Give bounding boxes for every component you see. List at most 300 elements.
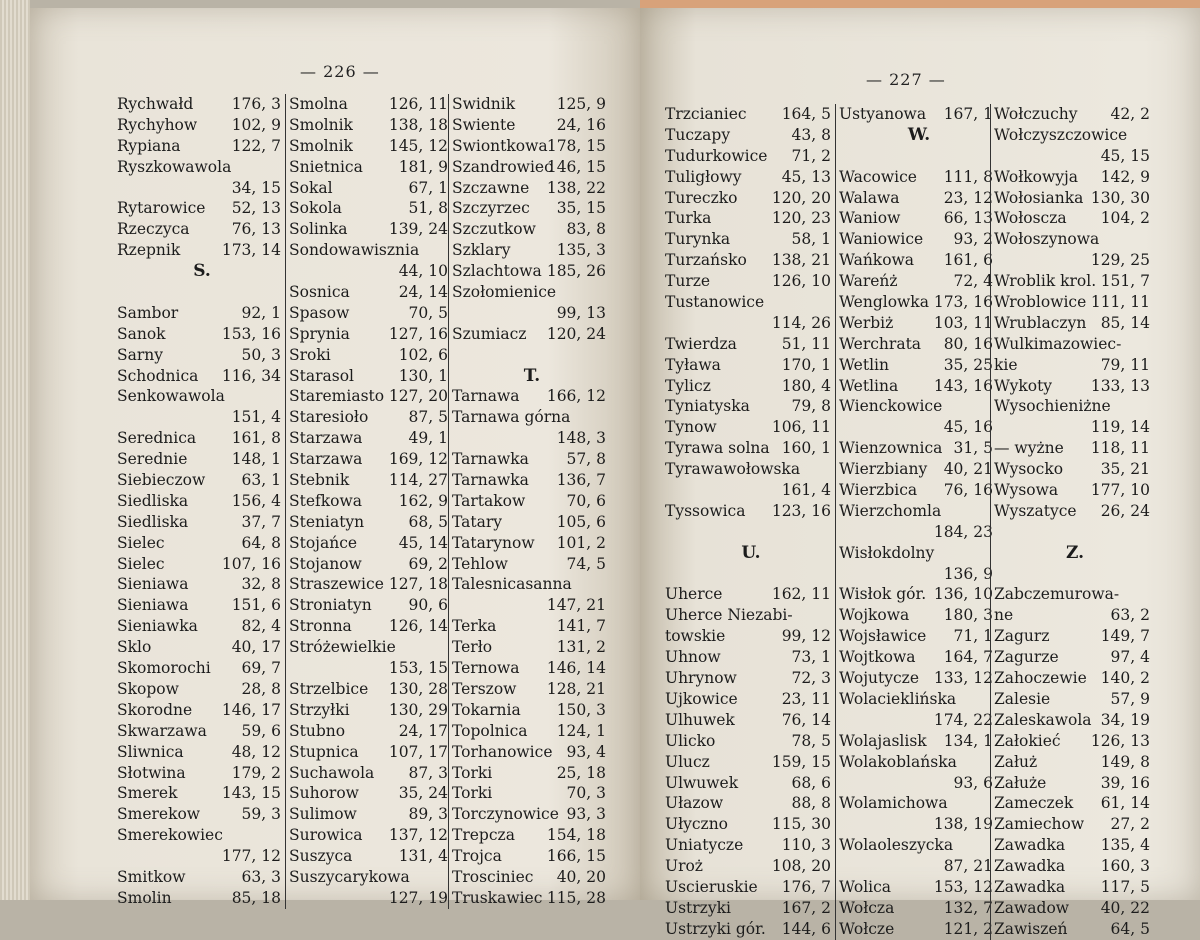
page-reference: 27, 2 (1110, 815, 1150, 834)
index-entry (117, 679, 287, 700)
place-name: Wolica (839, 877, 892, 896)
page-reference: 135, 3 (556, 241, 606, 260)
place-name: Ustrzyki gór. (665, 919, 766, 938)
index-entry (994, 564, 1156, 585)
place-name: Straszewice (289, 575, 384, 594)
page-reference: 146, 15 (546, 157, 606, 176)
page-number-right: — 227 — (866, 70, 946, 89)
place-name: Werchrata (839, 334, 922, 353)
place-name: Uscieruskie (665, 877, 758, 896)
index-entry (994, 292, 1156, 313)
index-entry (994, 313, 1156, 334)
page-reference: 72, 4 (953, 272, 993, 291)
place-name: Sondowawisznia (289, 241, 420, 260)
place-name: Sieniawka (117, 617, 198, 636)
page-reference: 69, 7 (241, 659, 281, 678)
place-name: Turka (665, 209, 712, 228)
index-entry (289, 219, 454, 240)
place-name: Szlachtowa (452, 262, 542, 281)
place-name: Tyssowica (665, 501, 746, 520)
index-entry (452, 240, 612, 261)
index-entry (117, 449, 287, 470)
place-name: Rytarowice (117, 199, 206, 218)
place-name: Siedliska (117, 512, 189, 531)
index-entry (452, 679, 612, 700)
page-reference: 125, 9 (556, 95, 606, 113)
page-reference: 48, 12 (231, 742, 281, 761)
page-reference: 116, 34 (221, 366, 281, 385)
place-name: Sokola (289, 199, 342, 218)
page-reference: 178, 15 (546, 136, 606, 155)
place-name: Wojutycze (839, 669, 920, 688)
index-entry (289, 136, 454, 157)
index-entry (994, 710, 1156, 731)
place-name: Skopow (117, 679, 179, 698)
place-name: Ujkowice (665, 689, 738, 708)
index-entry (117, 804, 287, 825)
index-entry (117, 386, 287, 407)
index-entry (994, 417, 1156, 438)
place-name: Rypiana (117, 136, 181, 155)
index-entry (452, 115, 612, 136)
index-entry (117, 700, 287, 721)
place-name: Tokarnia (452, 700, 521, 719)
page-reference: 82, 4 (241, 617, 281, 636)
page-reference: 45, 13 (781, 167, 831, 186)
place-name: Tylicz (665, 376, 711, 395)
place-name: Wołczyszczowice (994, 125, 1128, 144)
page-reference: 114, 27 (388, 471, 448, 490)
place-name: Trepcza (452, 826, 515, 845)
index-entry (839, 292, 999, 313)
index-entry (452, 658, 612, 679)
place-name: Słotwina (117, 763, 186, 782)
place-name: Wysocko (994, 460, 1064, 479)
page-reference: 34, 15 (231, 178, 281, 197)
place-name: Sarny (117, 345, 164, 364)
index-entry (839, 793, 999, 814)
section-letter-text: U. (741, 542, 761, 563)
index-entry (289, 449, 454, 470)
place-name: Solinka (289, 220, 348, 239)
section-letter (839, 125, 999, 146)
place-name: Zabczemurowa- (994, 585, 1120, 604)
index-entry (994, 584, 1156, 605)
page-reference: 67, 1 (408, 178, 448, 197)
index-entry (665, 313, 837, 334)
index-entry (452, 533, 612, 554)
page-reference: 162, 11 (771, 585, 831, 604)
place-name: Smerek (117, 784, 178, 803)
page-reference: 148, 3 (556, 429, 606, 448)
place-name: Wołczuchy (994, 105, 1078, 123)
page-reference: 87, 3 (408, 763, 448, 782)
place-name: Siedliska (117, 491, 189, 510)
index-entry (994, 731, 1156, 752)
index-entry (289, 825, 454, 846)
index-entry (994, 376, 1156, 397)
index-entry (117, 345, 287, 366)
index-entry (289, 742, 454, 763)
place-name: Tuczapy (665, 125, 731, 144)
index-entry (994, 647, 1156, 668)
page-reference: 130, 29 (388, 700, 448, 719)
page-reference: 89, 3 (408, 805, 448, 824)
index-entry (289, 867, 454, 888)
index-entry (839, 417, 999, 438)
place-name: Wańkowa (839, 251, 915, 270)
page-reference: 150, 3 (556, 700, 606, 719)
index-entry (452, 742, 612, 763)
page-reference: 68, 6 (791, 773, 831, 792)
index-entry (452, 888, 612, 909)
index-entry (665, 605, 837, 626)
page-reference: 107, 17 (388, 742, 448, 761)
index-entry (839, 459, 999, 480)
page-reference: 136, 9 (943, 564, 993, 583)
index-column-left-2 (285, 94, 454, 909)
index-entry (289, 658, 454, 679)
place-name: Uroż (665, 857, 703, 876)
index-column-right-3 (990, 104, 1156, 940)
place-name: — wyżne (994, 439, 1064, 458)
index-entry (289, 407, 454, 428)
place-name: Stronna (289, 617, 352, 636)
place-name: Rychyhow (117, 115, 198, 134)
page-reference: 145, 12 (388, 136, 448, 155)
index-entry (117, 219, 287, 240)
index-entry (289, 783, 454, 804)
index-entry (994, 919, 1156, 940)
place-name: Trzcianiec (665, 105, 747, 123)
index-entry (665, 188, 837, 209)
index-entry (665, 417, 837, 438)
index-entry (289, 679, 454, 700)
index-entry (117, 721, 287, 742)
index-entry (839, 605, 999, 626)
place-name: Wyszatyce (994, 501, 1077, 520)
page-reference: 133, 13 (1090, 376, 1150, 395)
place-name: Wolakoblańska (839, 752, 957, 771)
page-reference: 64, 5 (1110, 919, 1150, 938)
page-reference: 87, 5 (408, 408, 448, 427)
index-entry (839, 773, 999, 794)
index-entry (289, 721, 454, 742)
index-entry (452, 345, 612, 366)
place-name: Wolaoleszycka (839, 836, 954, 855)
page-reference: 93, 6 (953, 773, 993, 792)
page-reference: 151, 7 (1100, 272, 1150, 291)
place-name: Serednie (117, 450, 188, 469)
page-reference: 59, 3 (241, 805, 281, 824)
index-entry (665, 919, 837, 940)
page-reference: 126, 13 (1090, 731, 1150, 750)
page-reference: 127, 16 (388, 324, 448, 343)
index-entry (452, 804, 612, 825)
index-entry (994, 898, 1156, 919)
place-name: Staremiasto (289, 387, 385, 406)
index-entry (665, 334, 837, 355)
index-entry (839, 438, 999, 459)
place-name: Sieniawa (117, 575, 189, 594)
index-entry (452, 449, 612, 470)
index-entry (665, 710, 837, 731)
page-reference: 32, 8 (241, 575, 281, 594)
page-reference: 151, 4 (231, 408, 281, 427)
index-entry (117, 574, 287, 595)
page-reference: 106, 11 (771, 418, 831, 437)
page-reference: 43, 8 (791, 125, 831, 144)
place-name: Szczutkow (452, 220, 536, 239)
index-entry (994, 271, 1156, 292)
place-name: Zameczek (994, 794, 1074, 813)
page-reference: 93, 3 (566, 805, 606, 824)
place-name: Terło (452, 638, 493, 657)
page-reference: 51, 8 (408, 199, 448, 218)
page-reference: 144, 6 (781, 919, 831, 938)
page-reference: 73, 1 (791, 648, 831, 667)
page-reference: 44, 10 (398, 262, 448, 281)
index-entry (289, 240, 454, 261)
place-name: Wolajaslisk (839, 731, 927, 750)
page-reference: 63, 1 (241, 471, 281, 490)
page-reference: 161, 4 (781, 481, 831, 500)
place-name: Zawadka (994, 877, 1066, 896)
place-name: Tustanowice (665, 293, 765, 312)
page-reference: 45, 14 (398, 533, 448, 552)
place-name: Skorodne (117, 700, 193, 719)
page-reference: 102, 9 (231, 115, 281, 134)
place-name: Rzepnik (117, 241, 181, 260)
place-name: Wołoszynowa (994, 230, 1100, 249)
index-entry (839, 543, 999, 564)
index-entry (289, 115, 454, 136)
index-entry (994, 229, 1156, 250)
page-reference: 146, 17 (221, 700, 281, 719)
index-entry (117, 198, 287, 219)
place-name: Schodnica (117, 366, 199, 385)
index-entry (839, 710, 999, 731)
index-entry (117, 763, 287, 784)
place-name: Rzeczyca (117, 220, 190, 239)
place-name: Starasol (289, 366, 354, 385)
index-entry (839, 564, 999, 585)
index-entry (117, 324, 287, 345)
place-name: Sprynia (289, 324, 350, 343)
page-reference: 166, 12 (546, 387, 606, 406)
index-entry (994, 459, 1156, 480)
page-reference: 90, 6 (408, 596, 448, 615)
index-entry (117, 178, 287, 199)
page-reference: 138, 18 (388, 115, 448, 134)
index-entry (665, 208, 837, 229)
page-reference: 176, 3 (231, 95, 281, 113)
page-reference: 161, 6 (943, 251, 993, 270)
index-entry (665, 898, 837, 919)
page-reference: 133, 12 (933, 669, 993, 688)
index-entry (839, 313, 999, 334)
page-reference: 127, 20 (388, 387, 448, 406)
page-reference: 24, 16 (556, 115, 606, 134)
place-name: Twierdza (665, 334, 737, 353)
index-entry (665, 438, 837, 459)
place-name: Ułazow (665, 794, 724, 813)
index-entry (117, 616, 287, 637)
page-reference: 107, 16 (221, 554, 281, 573)
page-reference: 154, 18 (546, 826, 606, 845)
index-entry (289, 533, 454, 554)
index-entry (665, 146, 837, 167)
page-reference: 114, 26 (771, 313, 831, 332)
index-entry (994, 689, 1156, 710)
place-name: Werbiż (839, 313, 894, 332)
place-name: Zawadka (994, 857, 1066, 876)
place-name: Waniow (839, 209, 901, 228)
page-reference: 121, 2 (943, 919, 993, 938)
place-name: Tyrawa solna (665, 439, 770, 458)
place-name: Wulkimazowiec- (994, 334, 1122, 353)
index-entry (839, 626, 999, 647)
page-reference: 57, 8 (566, 450, 606, 469)
index-entry (452, 136, 612, 157)
page-reference: 66, 13 (943, 209, 993, 228)
page-reference: 103, 11 (933, 313, 993, 332)
index-entry (452, 825, 612, 846)
section-letter-text: S. (193, 261, 211, 282)
page-reference: 52, 13 (231, 199, 281, 218)
place-name: Szczyrzec (452, 199, 530, 218)
page-reference: 120, 23 (771, 209, 831, 228)
index-entry (289, 637, 454, 658)
page-reference: 179, 2 (231, 763, 281, 782)
place-name: Tuligłowy (665, 167, 742, 186)
page-reference: 35, 24 (398, 784, 448, 803)
page-reference: 177, 10 (1090, 481, 1150, 500)
index-entry (839, 188, 999, 209)
index-entry (994, 396, 1156, 417)
page-reference: 164, 5 (781, 105, 831, 123)
page-reference: 71, 2 (791, 146, 831, 165)
index-entry (994, 334, 1156, 355)
page-reference: 49, 1 (408, 429, 448, 448)
index-entry (994, 522, 1156, 543)
index-entry (289, 491, 454, 512)
index-entry (117, 846, 287, 867)
place-name: Stojańce (289, 533, 358, 552)
place-name: Trosciniec (452, 867, 534, 886)
index-entry (289, 198, 454, 219)
place-name: Uherce Niezabi- (665, 606, 793, 625)
place-name: Wisłok gór. (839, 585, 927, 604)
place-name: Torczynowice (452, 805, 559, 824)
index-entry (452, 783, 612, 804)
page-reference: 25, 18 (556, 763, 606, 782)
index-entry (452, 763, 612, 784)
place-name: Torki (452, 763, 493, 782)
index-entry (452, 157, 612, 178)
place-name: Szumiacz (452, 324, 527, 343)
index-entry (452, 198, 612, 219)
index-entry (117, 240, 287, 261)
index-entry (289, 303, 454, 324)
place-name: Sklo (117, 638, 152, 657)
place-name: Wysowa (994, 481, 1059, 500)
index-entry (994, 146, 1156, 167)
page-reference: 93, 4 (566, 742, 606, 761)
index-entry (117, 470, 287, 491)
page-reference: 160, 1 (781, 439, 831, 458)
place-name: Trojca (452, 847, 502, 866)
place-name: Torki (452, 784, 493, 803)
page-reference: 181, 9 (398, 157, 448, 176)
index-entry (452, 303, 612, 324)
page-reference: 26, 24 (1100, 501, 1150, 520)
index-entry (452, 574, 612, 595)
place-name: Wołosianka (994, 188, 1084, 207)
index-entry (117, 428, 287, 449)
place-name: Ulwuwek (665, 773, 739, 792)
page-reference: 138, 19 (933, 815, 993, 834)
page-reference: 124, 1 (556, 721, 606, 740)
index-entry (665, 292, 837, 313)
index-entry (665, 584, 837, 605)
index-entry (452, 595, 612, 616)
place-name: Stroniatyn (289, 596, 372, 615)
index-entry (289, 763, 454, 784)
page-reference: 108, 20 (771, 857, 831, 876)
page-reference: 180, 3 (943, 606, 993, 625)
page-reference: 118, 11 (1090, 439, 1150, 458)
place-name: Wisłokdolny (839, 543, 935, 562)
place-name: Sroki (289, 345, 331, 364)
place-name: Smolnik (289, 115, 353, 134)
index-entry (665, 814, 837, 835)
page-reference: 74, 5 (566, 554, 606, 573)
place-name: Wienzownica (839, 439, 943, 458)
index-entry (289, 178, 454, 199)
index-entry (839, 501, 999, 522)
index-entry (839, 376, 999, 397)
page-reference: 115, 28 (546, 888, 606, 907)
place-name: Strzelbice (289, 679, 369, 698)
place-name: Tynow (665, 418, 717, 437)
place-name: Topolnica (452, 721, 528, 740)
place-name: Wroblik krol. (994, 272, 1097, 291)
place-name: Szołomienice (452, 283, 557, 302)
page-reference: 185, 26 (546, 262, 606, 281)
page-reference: 136, 10 (933, 585, 993, 604)
index-entry (665, 731, 837, 752)
index-entry (994, 501, 1156, 522)
index-entry (289, 574, 454, 595)
place-name: kie (994, 355, 1018, 374)
place-name: Sieniawa (117, 596, 189, 615)
place-name: Stupnica (289, 742, 359, 761)
page-reference: 122, 7 (231, 136, 281, 155)
index-entry (117, 115, 287, 136)
place-name: Smolnik (289, 136, 353, 155)
page-reference: 79, 11 (1100, 355, 1150, 374)
index-entry (665, 647, 837, 668)
place-name: Sanok (117, 324, 166, 343)
index-entry (665, 459, 837, 480)
page-reference: 85, 18 (231, 888, 281, 907)
page-reference: 87, 21 (943, 857, 993, 876)
place-name: Suszyca (289, 847, 353, 866)
place-name: Wykoty (994, 376, 1053, 395)
index-entry (289, 157, 454, 178)
page-reference: 63, 2 (1110, 606, 1150, 625)
